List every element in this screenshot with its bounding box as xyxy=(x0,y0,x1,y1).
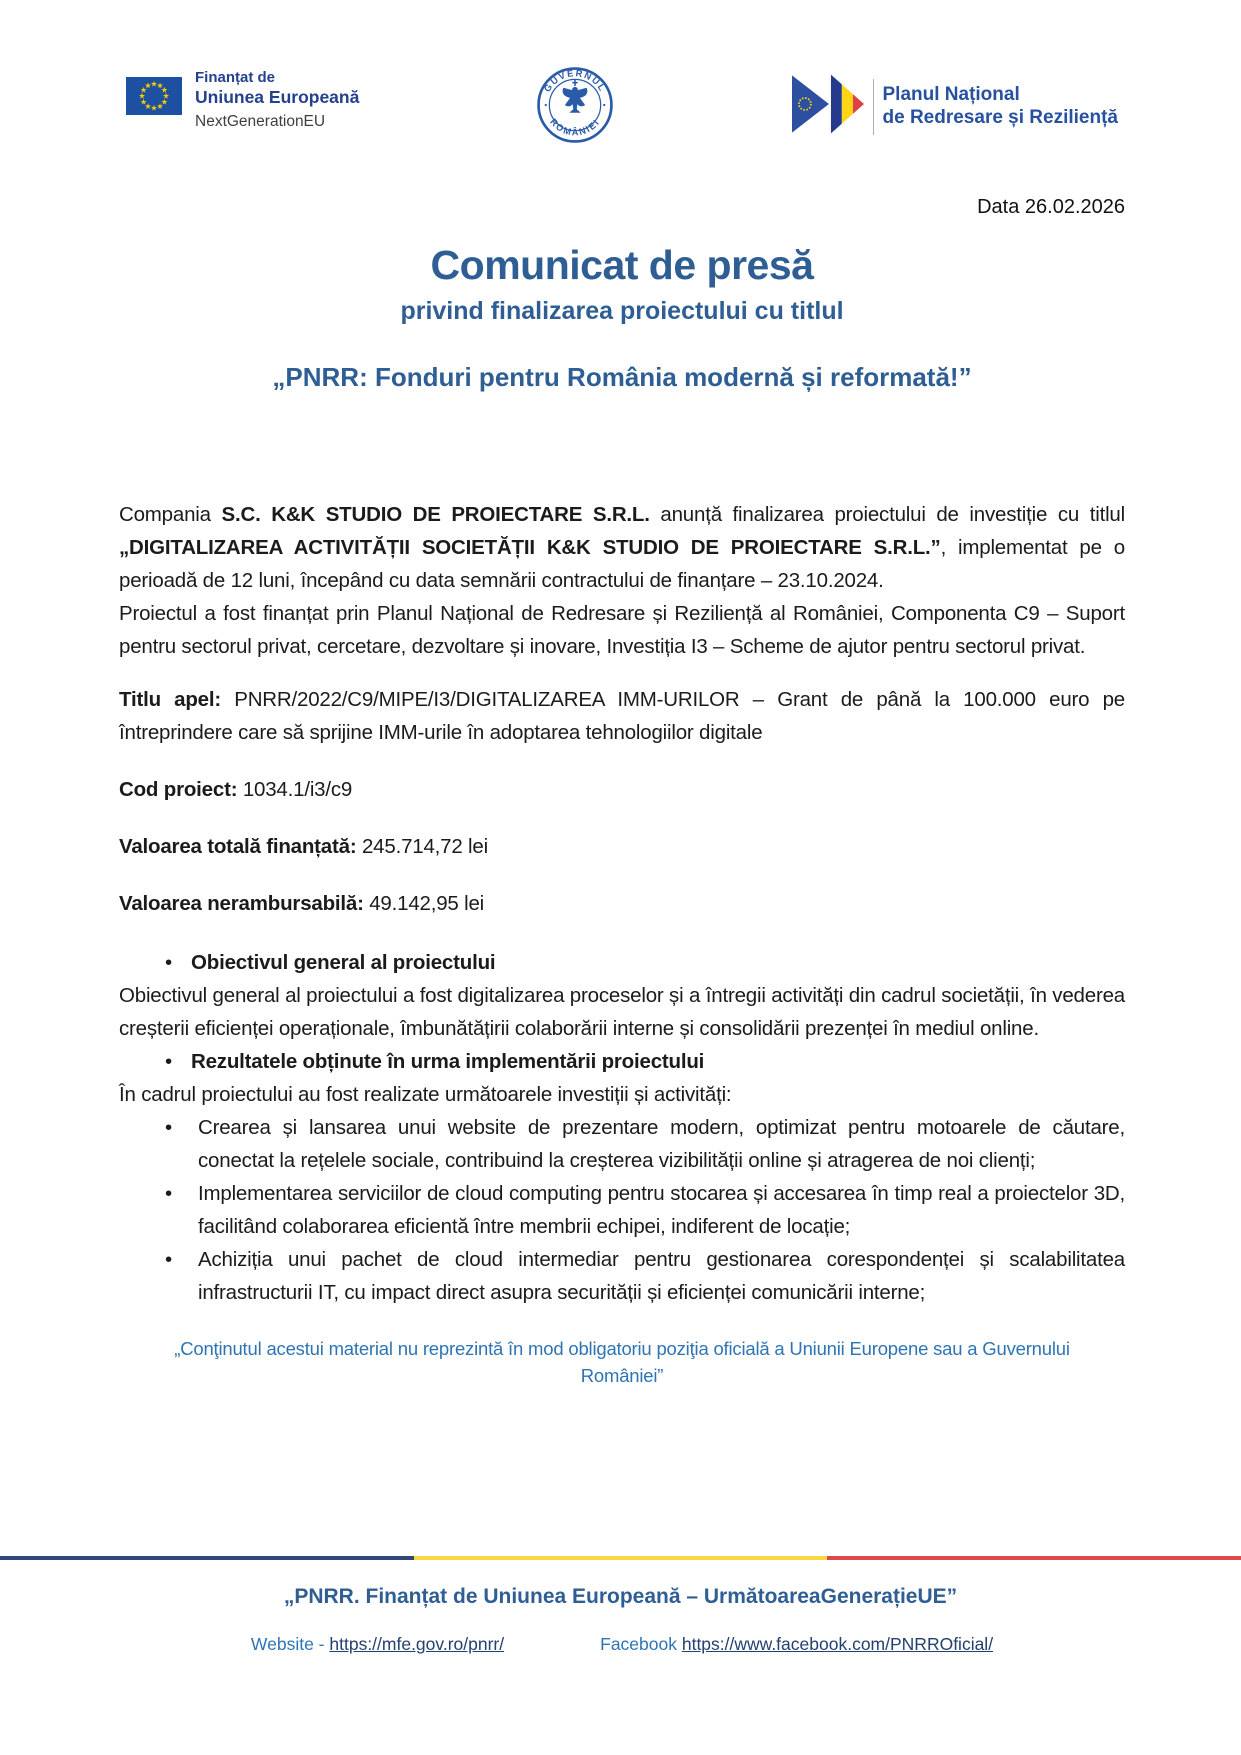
facebook-link[interactable]: https://www.facebook.com/PNRROficial/ xyxy=(681,1634,994,1654)
tricolor-yellow-segment xyxy=(414,1556,828,1560)
intro-text-1: Compania xyxy=(119,503,222,526)
project-name: „DIGITALIZAREA ACTIVITĂȚII SOCIETĂȚII K&K STUDIO DE PROIECTARE S.R.L.” xyxy=(119,536,941,559)
pnrr-logo-line2: de Redresare și Reziliență xyxy=(882,106,1118,128)
company-name: S.C. K&K STUDIO DE PROIECTARE S.R.L. xyxy=(221,503,650,526)
paragraph-financing: Proiectul a fost finanțat prin Planul Național de Redresare și Reziliență al României, Componenta C9 – Suport pentru sectorul privat, cercetare, dezvoltare și inovare, Investiția I3 – Scheme de ajutor pentru sectorul privat. xyxy=(119,602,1125,658)
project-code-value: 1034.1/i3/c9 xyxy=(237,778,353,801)
gov-seal-bottom-text: ROMÂNIEI xyxy=(548,116,603,138)
results-heading: • Rezultatele obținute în urma implementării proiectului xyxy=(119,1045,1125,1078)
paragraph-intro xyxy=(119,498,1125,597)
objective-heading: • Obiectivul general al proiectului xyxy=(119,946,1125,979)
grant-value-amount: 49.142,95 lei xyxy=(363,892,485,915)
facebook-link-group xyxy=(600,1633,993,1655)
paragraph-project-code xyxy=(119,773,1125,806)
call-label: Titlu apel: xyxy=(119,688,221,711)
paragraph-grant-value xyxy=(119,887,1125,920)
document-content xyxy=(119,0,1125,1389)
website-label: Website - xyxy=(250,1634,330,1654)
footer-links xyxy=(119,1633,1125,1655)
facebook-label: Facebook xyxy=(600,1634,682,1654)
page-subtitle: privind finalizarea proiectului cu titlul xyxy=(400,297,844,325)
tricolor-red-segment xyxy=(827,1556,1241,1560)
website-link-group xyxy=(251,1633,504,1655)
eu-logo-line2: Uniunea Europeană xyxy=(195,87,360,107)
page-title: Comunicat de presă xyxy=(430,242,814,288)
intro-text-3: , implementat pe o perioadă de 12 luni, începând cu data semnării contractului de finanțare – 23.10.2024. xyxy=(119,536,1125,592)
date-line: Data 26.02.2026 xyxy=(977,196,1125,218)
objective-paragraph: Obiectivul general al proiectului a fost digitalizarea proceselor și a întregii activități din cadrul societății, în vederea creșterii eficienței operaționale, îmbunătățirii colaborării interne și consolidării prezenței în mediul online. xyxy=(119,984,1125,1040)
body-text xyxy=(119,498,1125,1309)
eu-logo-line3: NextGenerationEU xyxy=(195,113,326,130)
result-item-cloud-computing: • Implementarea serviciilor de cloud computing pentru stocarea și accesarea în timp real a proiectelor 3D, facilitând colaborarea eficientă între membrii echipei, indiferent de locație; xyxy=(119,1177,1125,1243)
grant-value-label: Valoarea nerambursabilă: xyxy=(119,892,364,915)
pnrr-logo-line1: Planul Național xyxy=(882,84,1020,105)
tricolor-blue-segment xyxy=(0,1556,414,1560)
footer-motto: „PNRR. Finanțat de Uniunea Europeană – UrmătoareaGenerațieUE” xyxy=(283,1585,958,1608)
result-item-website: • Crearea și lansarea unui website de prezentare modern, optimizat pentru motoarele de căutare, conectat la rețelele sociale, contribuind la creșterea vizibilității online și atragerea de noi clienți; xyxy=(119,1111,1125,1177)
paragraph-call xyxy=(119,683,1125,749)
results-intro: În cadrul proiectului au fost realizate următoarele investiții și activități: xyxy=(119,1083,732,1106)
intro-text-2: anunță finalizarea proiectului de investiție cu titlul xyxy=(649,503,1125,526)
project-code-label: Cod proiect: xyxy=(119,778,238,801)
total-value-label: Valoarea totală finanțată: xyxy=(119,835,357,858)
tricolor-divider xyxy=(0,1556,1241,1560)
eu-logo-line1: Finanțat de xyxy=(195,69,276,86)
gov-seal-top-text: GUVERNUL xyxy=(542,68,609,94)
disclaimer-text: „Conţinutul acestui material nu reprezintă în mod obligatoriu poziţia oficială a Uniunii Europene sau a Guvernului României” xyxy=(174,1338,1070,1386)
website-link[interactable]: https://mfe.gov.ro/pnrr/ xyxy=(329,1634,505,1654)
result-item-cloud-package: • Achiziția unui pachet de cloud intermediar pentru gestionarea corespondenței și scalabilitatea infrastructurii IT, cu impact direct asupra securității și eficienței comunicării interne; xyxy=(119,1243,1125,1309)
total-value-amount: 245.714,72 lei xyxy=(356,835,488,858)
call-text: PNRR/2022/C9/MIPE/I3/DIGITALIZAREA IMM-URILOR – Grant de până la 100.000 euro pe întreprindere care să sprijine IMM-urile în adoptarea tehnologiilor digitale xyxy=(119,688,1125,744)
paragraph-total-value xyxy=(119,830,1125,863)
project-title: „PNRR: Fonduri pentru România modernă și reformată!” xyxy=(272,362,972,392)
